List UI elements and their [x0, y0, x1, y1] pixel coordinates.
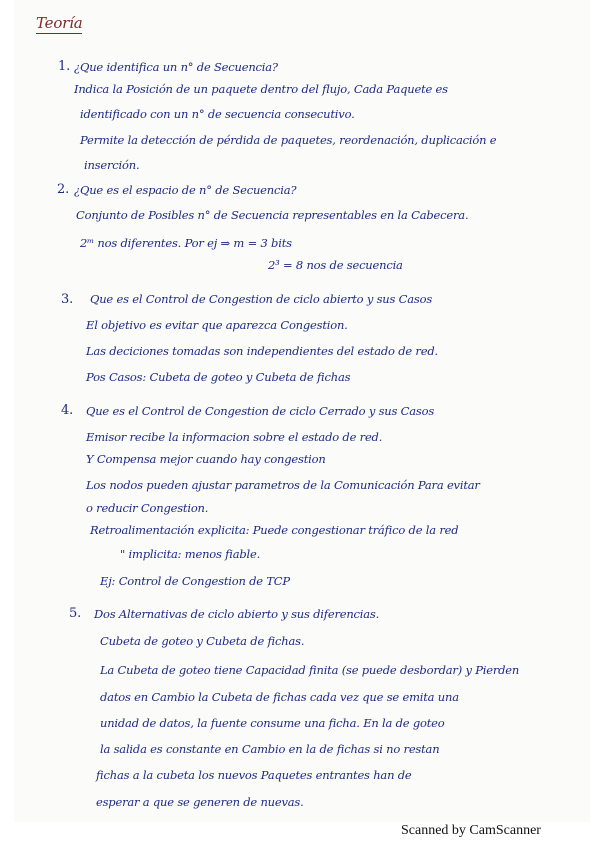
answer-line: La Cubeta de goteo tiene Capacidad finita (se puede desbordar) y Pierden: [100, 663, 520, 677]
answer-line: esperar a que se generen de nuevas.: [96, 795, 304, 809]
question-number: 2.: [57, 182, 70, 197]
question-text: ¿Que identifica un n° de Secuencia?: [74, 60, 278, 74]
question-number: 4.: [61, 403, 74, 418]
answer-line: unidad de datos, la fuente consume una ficha. En la de goteo: [100, 716, 445, 730]
answer-line: Los nodos pueden ajustar parametros de la Comunicación Para evitar: [86, 478, 480, 492]
question-text: Que es el Control de Congestion de ciclo abierto y sus Casos: [90, 292, 433, 306]
answer-line: Conjunto de Posibles n° de Secuencia representables en la Cabecera.: [76, 208, 469, 222]
answer-line: inserción.: [84, 158, 140, 172]
page-title: Teoría: [36, 14, 83, 32]
answer-line: Permite la detección de pérdida de paquetes, reordenación, duplicación e: [80, 133, 497, 147]
question-number: 3.: [61, 292, 74, 307]
answer-line: Ej: Control de Congestion de TCP: [100, 574, 290, 588]
answer-line: 2³ = 8 nos de secuencia: [268, 258, 403, 272]
answer-line: Cubeta de goteo y Cubeta de fichas.: [100, 634, 305, 648]
answer-line: datos en Cambio la Cubeta de fichas cada vez que se emita una: [100, 690, 459, 704]
answer-line: identificado con un n° de secuencia consecutivo.: [80, 107, 355, 121]
answer-line: Emisor recibe la informacion sobre el estado de red.: [86, 430, 383, 444]
answer-line: Pos Casos: Cubeta de goteo y Cubeta de fichas: [86, 370, 351, 384]
question-text: Que es el Control de Congestion de ciclo Cerrado y sus Casos: [86, 404, 435, 418]
answer-line: " implicita: menos fiable.: [120, 547, 261, 561]
answer-line: Las deciciones tomadas son independientes del estado de red.: [86, 344, 438, 358]
scanner-watermark: Scanned by CamScanner: [401, 823, 541, 838]
answer-line: 2ᵐ nos diferentes. Por ej ⇒ m = 3 bits: [80, 236, 292, 250]
answer-line: Retroalimentación explicita: Puede congestionar tráfico de la red: [90, 523, 459, 537]
answer-line: El objetivo es evitar que aparezca Congestion.: [86, 318, 348, 332]
question-number: 5.: [69, 606, 82, 621]
answer-line: Y Compensa mejor cuando hay congestion: [86, 452, 326, 466]
question-number: 1.: [58, 59, 71, 74]
answer-line: Indica la Posición de un paquete dentro del flujo, Cada Paquete es: [74, 82, 448, 96]
question-text: Dos Alternativas de ciclo abierto y sus diferencias.: [94, 607, 380, 621]
answer-line: o reducir Congestion.: [86, 501, 209, 515]
answer-line: la salida es constante en Cambio en la de fichas si no restan: [100, 742, 440, 756]
answer-line: fichas a la cubeta los nuevos Paquetes entrantes han de: [96, 768, 412, 782]
question-text: ¿Que es el espacio de n° de Secuencia?: [74, 183, 297, 197]
